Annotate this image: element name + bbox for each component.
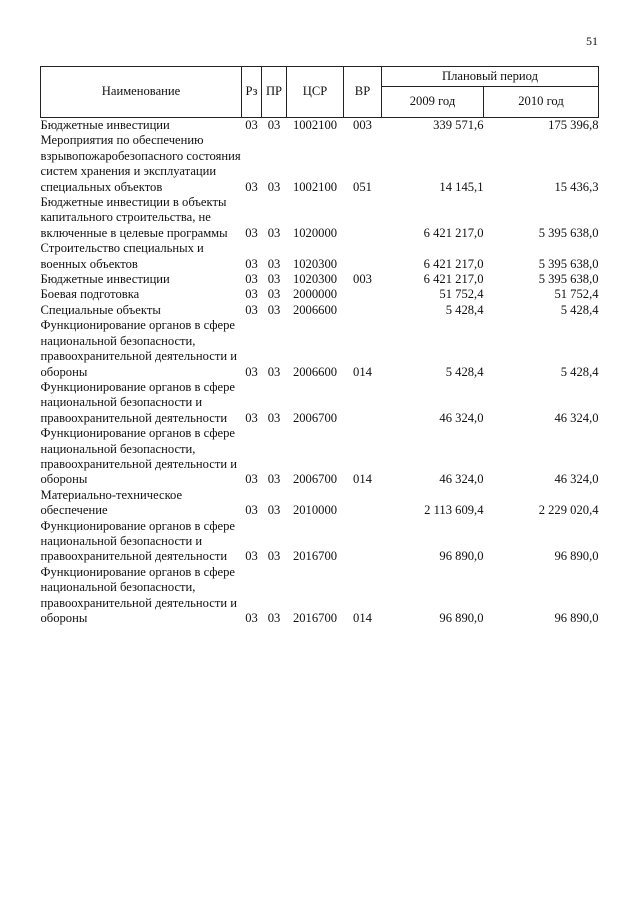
row-pr: 03 xyxy=(267,302,281,317)
row-amount-2009: 46 324,0 xyxy=(439,472,484,487)
row-rz: 03 xyxy=(245,256,258,271)
row-amount-2009: 6 421 217,0 xyxy=(423,256,484,271)
row-rz: 03 xyxy=(245,225,258,240)
row-name: Функционирование органов в сфере национальной безопасности, правоохранительной деятельности и обороны xyxy=(40,318,237,379)
row-pr: 03 xyxy=(267,272,281,287)
row-vr: 014 xyxy=(353,611,372,625)
row-vr: 003 xyxy=(353,118,372,132)
row-vr: 014 xyxy=(353,472,372,487)
table-row xyxy=(41,565,599,627)
row-amount-2009: 5 428,4 xyxy=(445,364,484,379)
row-csr: 2006600 xyxy=(292,302,338,317)
header-planned-period: Плановый период xyxy=(382,67,599,87)
row-name: Функционирование органов в сфере национальной безопасности и правоохранительной деятельности xyxy=(40,379,235,425)
row-rz: 03 xyxy=(245,472,258,487)
row-csr: 1020300 xyxy=(292,272,338,287)
row-name: Бюджетные инвестиции xyxy=(40,272,170,287)
table-body xyxy=(41,118,599,627)
row-amount-2009: 96 890,0 xyxy=(439,611,484,625)
row-csr: 2000000 xyxy=(292,287,338,302)
row-rz: 03 xyxy=(245,364,258,379)
row-pr: 03 xyxy=(267,118,281,132)
row-amount-2010: 96 890,0 xyxy=(554,611,599,625)
header-name: Наименование xyxy=(41,67,242,118)
table-row xyxy=(41,318,599,380)
row-csr: 2016700 xyxy=(292,611,338,625)
row-amount-2010: 5 395 638,0 xyxy=(538,225,599,240)
row-amount-2009: 14 145,1 xyxy=(439,179,484,194)
row-rz: 03 xyxy=(245,287,258,302)
row-csr: 1020000 xyxy=(292,225,338,240)
row-pr: 03 xyxy=(267,410,281,425)
row-amount-2010: 5 395 638,0 xyxy=(538,256,599,271)
row-csr: 1002100 xyxy=(292,118,338,132)
row-amount-2009: 51 752,4 xyxy=(439,287,484,302)
row-amount-2009: 339 571,6 xyxy=(433,118,484,132)
row-amount-2010: 175 396,8 xyxy=(548,118,599,132)
row-name: Мероприятия по обеспечению взрывопожаробезопасного состояния систем хранения и эксплуатации специальных объектов xyxy=(40,133,241,194)
header-vr: ВР xyxy=(344,67,382,118)
header-rz: Рз xyxy=(242,67,262,118)
row-name: Функционирование органов в сфере национальной безопасности, правоохранительной деятельности и обороны xyxy=(40,426,237,487)
row-vr: 003 xyxy=(353,272,372,287)
row-amount-2009: 6 421 217,0 xyxy=(423,272,484,287)
table-row xyxy=(41,488,599,519)
row-amount-2010: 2 229 020,4 xyxy=(538,503,599,518)
row-name: Бюджетные инвестиции xyxy=(40,118,170,132)
header-year-2010: 2010 год xyxy=(484,87,599,118)
row-amount-2010: 5 428,4 xyxy=(560,364,599,379)
row-pr: 03 xyxy=(267,472,281,487)
row-rz: 03 xyxy=(245,410,258,425)
header-year-2009: 2009 год xyxy=(382,87,484,118)
row-name: Боевая подготовка xyxy=(40,287,140,302)
page-number: 51 xyxy=(586,34,598,48)
row-amount-2010: 51 752,4 xyxy=(554,287,599,302)
budget-table xyxy=(40,66,599,626)
row-rz: 03 xyxy=(245,118,258,132)
row-vr xyxy=(344,488,382,519)
table-row xyxy=(41,272,599,287)
row-csr: 2016700 xyxy=(292,549,338,564)
row-amount-2010: 96 890,0 xyxy=(554,549,599,564)
row-pr: 03 xyxy=(267,611,281,625)
row-rz: 03 xyxy=(245,302,258,317)
row-amount-2009: 6 421 217,0 xyxy=(423,225,484,240)
table-row xyxy=(41,380,599,426)
row-name: Специальные объекты xyxy=(40,302,161,317)
row-csr: 1020300 xyxy=(292,256,338,271)
table-row xyxy=(41,287,599,302)
table-row xyxy=(41,195,599,241)
row-vr: 051 xyxy=(353,179,372,194)
row-pr: 03 xyxy=(267,256,281,271)
row-vr xyxy=(344,241,382,272)
row-amount-2010: 5 428,4 xyxy=(560,302,599,317)
header-csr: ЦСР xyxy=(287,67,344,118)
row-csr: 2006600 xyxy=(292,364,338,379)
row-pr: 03 xyxy=(267,549,281,564)
row-name: Функционирование органов в сфере национальной безопасности, правоохранительной деятельности и обороны xyxy=(40,564,237,625)
row-pr: 03 xyxy=(267,225,281,240)
row-rz: 03 xyxy=(245,179,258,194)
table-row xyxy=(41,519,599,565)
row-csr: 2006700 xyxy=(292,410,338,425)
row-name: Строительство специальных и военных объектов xyxy=(40,241,204,271)
row-pr: 03 xyxy=(267,287,281,302)
row-amount-2010: 15 436,3 xyxy=(554,179,599,194)
row-rz: 03 xyxy=(245,272,258,287)
table-row xyxy=(41,426,599,488)
row-rz: 03 xyxy=(245,549,258,564)
row-csr: 2010000 xyxy=(292,503,338,518)
header-pr: ПР xyxy=(262,67,287,118)
row-amount-2009: 2 113 609,4 xyxy=(424,503,484,518)
row-vr xyxy=(344,303,382,318)
table-header xyxy=(41,67,599,118)
row-name: Бюджетные инвестиции в объекты капитального строительства, не включенные в целевые программы xyxy=(40,195,228,240)
row-amount-2010: 46 324,0 xyxy=(554,472,599,487)
row-rz: 03 xyxy=(245,611,258,625)
row-amount-2010: 5 395 638,0 xyxy=(538,272,599,287)
row-pr: 03 xyxy=(267,179,281,194)
row-amount-2009: 46 324,0 xyxy=(439,410,484,425)
row-pr: 03 xyxy=(267,364,281,379)
table-row xyxy=(41,303,599,318)
row-csr: 2006700 xyxy=(292,472,338,487)
table-row xyxy=(41,133,599,195)
row-vr: 014 xyxy=(353,364,372,379)
table-row xyxy=(41,118,599,134)
table-row xyxy=(41,241,599,272)
row-vr xyxy=(344,287,382,302)
row-name: Материально-техническое обеспечение xyxy=(40,487,183,518)
row-csr: 1002100 xyxy=(292,179,338,194)
row-pr: 03 xyxy=(267,503,281,518)
row-vr xyxy=(344,195,382,241)
row-amount-2010: 46 324,0 xyxy=(554,410,599,425)
row-rz: 03 xyxy=(245,503,258,518)
row-amount-2009: 5 428,4 xyxy=(445,302,484,317)
row-vr xyxy=(344,380,382,426)
row-name: Функционирование органов в сфере национальной безопасности и правоохранительной деятельности xyxy=(40,518,235,564)
row-amount-2009: 96 890,0 xyxy=(439,549,484,564)
row-vr xyxy=(344,519,382,565)
